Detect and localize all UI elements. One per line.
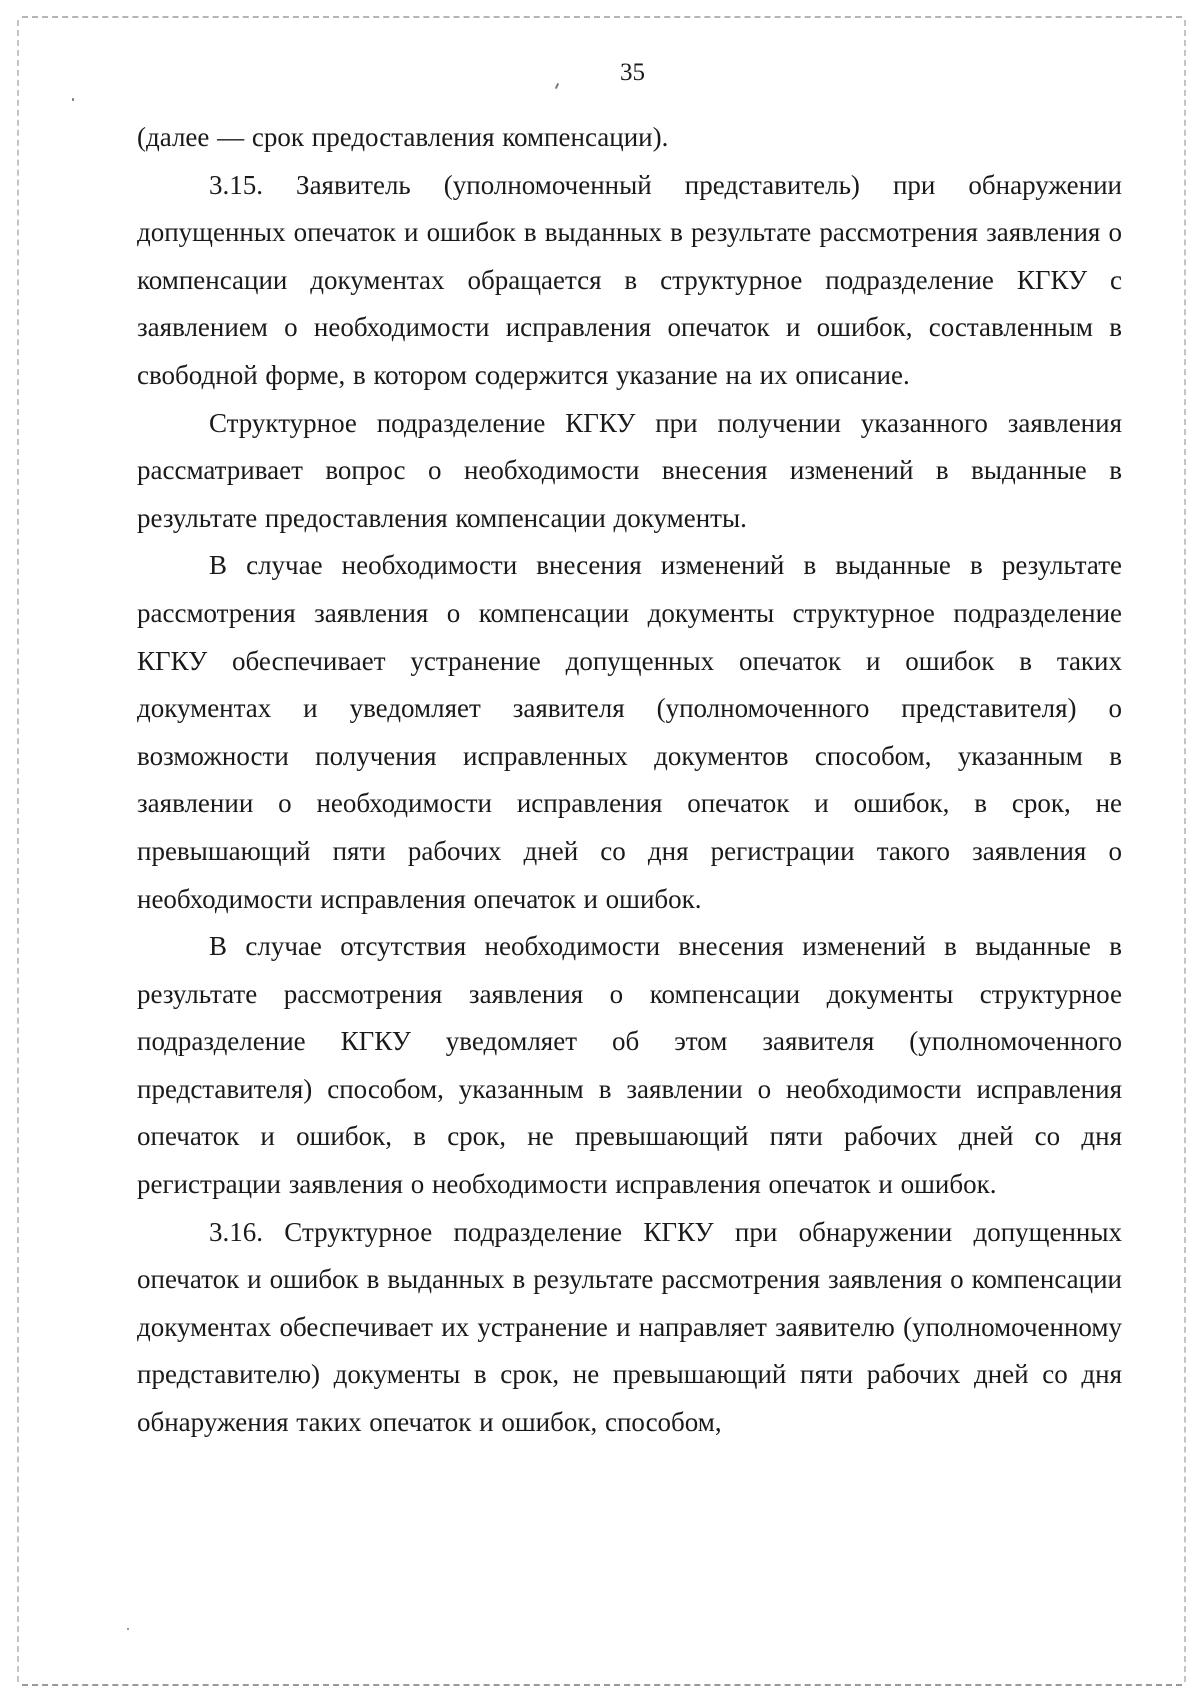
paragraph-3-16: 3.16. Структурное подразделение КГКУ при обнаружении допущенных опечаток и ошибок в выданных в результате рассмотрения заявления о компенсации документах обеспечивает их устранение и направляет заявителю (уполномоченному представителю) документы в срок, не превышающий пяти рабочих дней со дня обнаружения таких опечаток и ошибок, способом, (137, 1216, 1122, 1438)
scan-speck (72, 98, 74, 101)
scan-border-top (22, 16, 1182, 18)
scan-border-right (1184, 20, 1186, 1682)
paragraph-correction-needed: В случае необходимости внесения изменений в выданные в результате рассмотрения заявления о компенсации документы структурное подразделение КГКУ обеспечивает устранение допущенных опечаток и ошибок в таких документах и уведомляет заявителя (уполномоченного представителя) о возможности получения исправленных документов способом, указанным в заявлении о необходимости исправления опечаток и ошибок, в срок, не превышающий пяти рабочих дней со дня регистрации такого заявления о необходимости исправления опечаток и ошибок. (137, 550, 1122, 914)
scan-border-left (17, 20, 19, 1682)
scan-speck (127, 1628, 129, 1630)
paragraph-review: Структурное подразделение КГКУ при получении указанного заявления рассматривает вопрос о необходимости внесения изменений в выданные в результате предоставления компенсации документы. (137, 407, 1122, 533)
scan-border-bottom (22, 1684, 1182, 1686)
paragraph-3-15: 3.15. Заявитель (уполномоченный представитель) при обнаружении допущенных опечаток и ошибок в выданных в результате рассмотрения заявления о компенсации документах обращается в структурное подразделение КГКУ с заявлением о необходимости исправления опечаток и ошибок, составленным в свободной форме, в котором содержится указание на их описание. (137, 169, 1122, 390)
paragraph-continuation: (далее — срок предоставления компенсации). (137, 122, 669, 152)
page-number: 35 (620, 59, 645, 86)
paragraph-correction-not-needed: В случае отсутствия необходимости внесения изменений в выданные в результате рассмотрения заявления о компенсации документы структурное подразделение КГКУ уведомляет об этом заявителя (уполномоченного представителя) способом, указанным в заявлении о необходимости исправления опечаток и ошибок, в срок, не превышающий пяти рабочих дней со дня регистрации заявления о необходимости исправления опечаток и ошибок. (137, 931, 1122, 1200)
document-body (137, 114, 1122, 1447)
